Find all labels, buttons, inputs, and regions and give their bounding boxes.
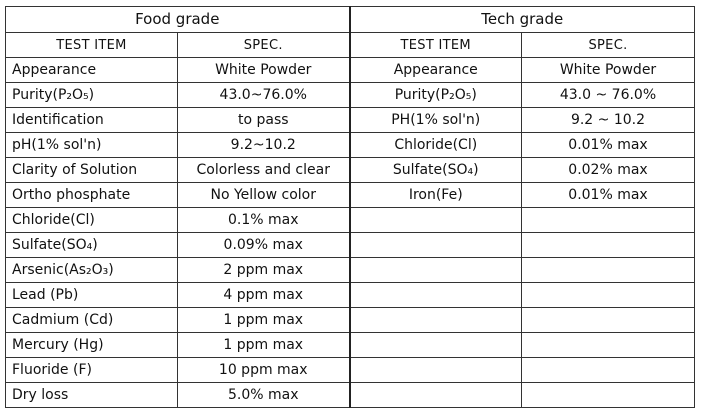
tech-test-item (350, 283, 522, 308)
food-spec-value: 43.0~76.0% (178, 83, 350, 108)
tech-test-item: Appearance (350, 58, 522, 83)
tech-test-item: Iron(Fe) (350, 183, 522, 208)
food-test-item: Dry loss (6, 383, 178, 408)
food-test-item: Chloride(Cl) (6, 208, 178, 233)
food-test-item: Cadmium (Cd) (6, 308, 178, 333)
food-test-item: Arsenic(As₂O₃) (6, 258, 178, 283)
tech-spec-value (522, 283, 695, 308)
tech-spec-value: 9.2 ~ 10.2 (522, 108, 695, 133)
food-spec-value: 4 ppm max (178, 283, 350, 308)
food-test-item: Purity(P₂O₅) (6, 83, 178, 108)
food-spec-value: 0.1% max (178, 208, 350, 233)
spec-rows (6, 58, 695, 408)
food-test-item: Fluoride (F) (6, 358, 178, 383)
tech-spec-value (522, 383, 695, 408)
column-header-row (6, 33, 695, 58)
tech-test-item (350, 208, 522, 233)
food-spec-value: Colorless and clear (178, 158, 350, 183)
food-spec-value: White Powder (178, 58, 350, 83)
food-test-item: Clarity of Solution (6, 158, 178, 183)
food-spec-value: 1 ppm max (178, 308, 350, 333)
food-test-item: Sulfate(SO₄) (6, 233, 178, 258)
tech-test-item-header: TEST ITEM (350, 33, 522, 58)
tech-grade-header: Tech grade (350, 7, 695, 33)
tech-test-item: Chloride(Cl) (350, 133, 522, 158)
food-grade-header: Food grade (6, 7, 350, 33)
tech-spec-value (522, 358, 695, 383)
tech-spec-value: White Powder (522, 58, 695, 83)
grade-header-row (6, 7, 695, 33)
food-spec-header: SPEC. (178, 33, 350, 58)
food-spec-value: 2 ppm max (178, 258, 350, 283)
tech-test-item (350, 308, 522, 333)
tech-spec-value (522, 258, 695, 283)
table-row (6, 58, 695, 83)
tech-spec-value: 0.02% max (522, 158, 695, 183)
tech-spec-value (522, 208, 695, 233)
table-row (6, 108, 695, 133)
food-spec-value: 9.2~10.2 (178, 133, 350, 158)
table-row (6, 233, 695, 258)
tech-spec-value (522, 308, 695, 333)
food-test-item: Mercury (Hg) (6, 333, 178, 358)
tech-test-item (350, 333, 522, 358)
food-test-item: Lead (Pb) (6, 283, 178, 308)
table-row (6, 358, 695, 383)
food-spec-value: 0.09% max (178, 233, 350, 258)
food-spec-value: 10 ppm max (178, 358, 350, 383)
food-spec-value: 1 ppm max (178, 333, 350, 358)
table-row (6, 183, 695, 208)
food-test-item: Ortho phosphate (6, 183, 178, 208)
tech-test-item (350, 233, 522, 258)
table-row (6, 333, 695, 358)
table-row (6, 308, 695, 333)
table-row (6, 83, 695, 108)
food-test-item-header: TEST ITEM (6, 33, 178, 58)
food-test-item: Identification (6, 108, 178, 133)
tech-test-item (350, 358, 522, 383)
tech-spec-value (522, 333, 695, 358)
tech-test-item (350, 383, 522, 408)
food-test-item: pH(1% sol'n) (6, 133, 178, 158)
tech-spec-header: SPEC. (522, 33, 695, 58)
tech-spec-value: 43.0 ~ 76.0% (522, 83, 695, 108)
table-row (6, 283, 695, 308)
table-row (6, 383, 695, 408)
food-spec-value: No Yellow color (178, 183, 350, 208)
tech-test-item (350, 258, 522, 283)
tech-spec-value (522, 233, 695, 258)
table-row (6, 158, 695, 183)
tech-test-item: Purity(P₂O₅) (350, 83, 522, 108)
spec-table (5, 6, 695, 408)
tech-test-item: Sulfate(SO₄) (350, 158, 522, 183)
tech-spec-value: 0.01% max (522, 183, 695, 208)
table-row (6, 208, 695, 233)
food-test-item: Appearance (6, 58, 178, 83)
food-spec-value: 5.0% max (178, 383, 350, 408)
food-spec-value: to pass (178, 108, 350, 133)
tech-spec-value: 0.01% max (522, 133, 695, 158)
table-row (6, 258, 695, 283)
table-row (6, 133, 695, 158)
tech-test-item: PH(1% sol'n) (350, 108, 522, 133)
